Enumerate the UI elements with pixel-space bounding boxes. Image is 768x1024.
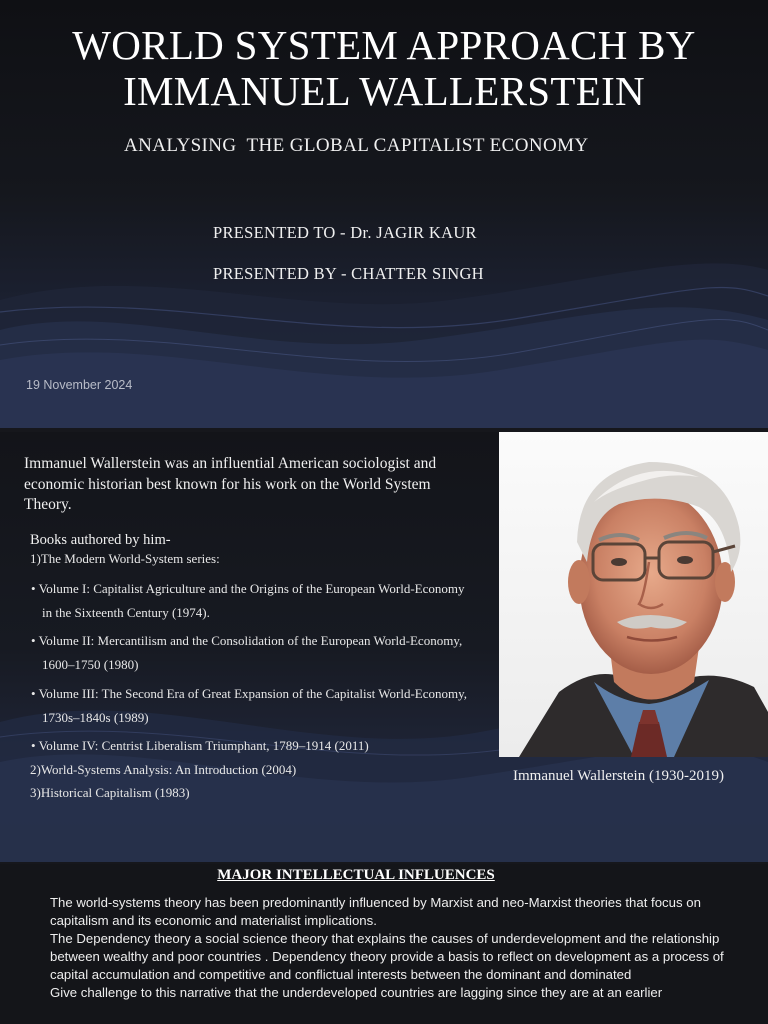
title-line-1: WORLD SYSTEM APPROACH BY [72, 22, 696, 68]
intro-paragraph: Immanuel Wallerstein was an influential American sociologist and economic historian best known for his work on the World System Theory. [24, 455, 437, 513]
influences-paragraph: The world-systems theory has been predominantly influenced by Marxist and neo-Marxist theories that focus on capitalism and its economic and materialist implications. [50, 895, 701, 928]
title-slide [0, 0, 768, 428]
portrait-photo [499, 432, 768, 757]
biography-slide [0, 432, 768, 862]
book-item-3: 3)Historical Capitalism (1983) [30, 785, 190, 800]
influences-slide [0, 864, 768, 1024]
influences-body [50, 894, 760, 1002]
presented-by: PRESENTED BY - CHATTER SINGH [213, 264, 484, 283]
volume-item: • Volume I: Capitalist Agriculture and the Origins of the European World-Economy in the Sixteenth Century (1974). [31, 581, 465, 620]
influences-heading: MAJOR INTELLECTUAL INFLUENCES [217, 867, 495, 883]
influences-paragraph: Give challenge to this narrative that the underdeveloped countries are lagging since they are at an earlier [50, 985, 663, 1000]
slide-title [0, 22, 768, 114]
volume-item: • Volume III: The Second Era of Great Expansion of the Capitalist World-Economy, 1730s–1840s (1989) [31, 686, 468, 725]
photo-caption: Immanuel Wallerstein (1930-2019) [513, 768, 724, 784]
books-heading: Books authored by him- [30, 532, 171, 548]
slide-subtitle: ANALYSING THE GLOBAL CAPITALIST ECONOMY [124, 135, 589, 156]
book-item-1: 1)The Modern World-System series: [30, 551, 220, 566]
slide-date: 19 November 2024 [26, 378, 133, 392]
title-line-2: IMMANUEL WALLERSTEIN [123, 68, 645, 114]
volume-item: • Volume II: Mercantilism and the Consolidation of the European World-Economy, 1600–1750 (1980) [31, 633, 463, 672]
influences-paragraph: The Dependency theory a social science theory that explains the causes of underdevelopment and the relationship between wealthy and poor countries . Dependency theory provide a basis to reflect on development as a process of capital accumulation and competitive and conflictual interests between the dominant and dominated [50, 931, 724, 982]
volume-item: • Volume IV: Centrist Liberalism Triumphant, 1789–1914 (2011) [31, 738, 369, 753]
book-item-2: 2)World-Systems Analysis: An Introduction (2004) [30, 762, 297, 777]
presented-to: PRESENTED TO - Dr. JAGIR KAUR [213, 223, 477, 242]
